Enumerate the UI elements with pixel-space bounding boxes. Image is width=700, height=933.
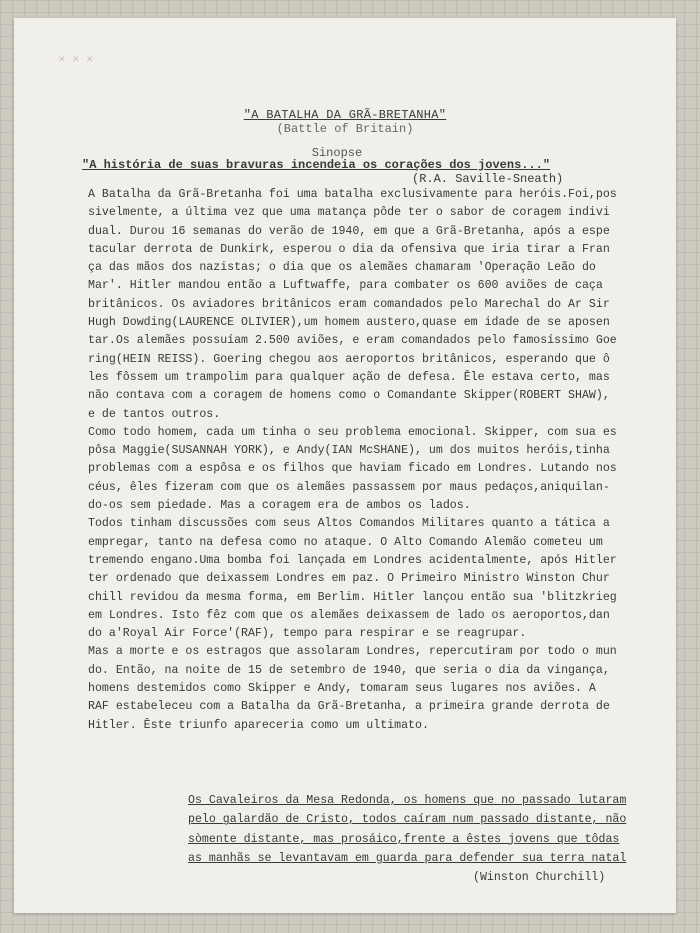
closing-line: as manhãs se levantavam em guarda para defender sua terra natal [188,851,627,865]
closing-quote [188,791,627,887]
body-line: ter ordenado que deixassem Londres em paz. O Primeiro Ministro Winston Chur [88,572,610,586]
body-line: do a'Royal Air Force'(RAF), tempo para respirar e se reagrupar. [88,627,527,641]
closing-line: sòmente distante, mas prosáico,frente a êstes jovens que tôdas [188,832,620,846]
body-line: tacular derrota de Dunkirk, esperou o dia da ofensiva que iria tirar a Fran [88,242,610,256]
body-line: tremendo engano.Uma bomba foi lançada em Londres acidentalmente, após Hitler [88,553,617,567]
document-subtitle: (Battle of Britain) [276,122,414,136]
body-line: Hugh Dowding(LAURENCE OLIVIER),um homem austero,quase em idade de se aposen [88,316,610,330]
epigraph-author: (R.A. Saville-Sneath) [412,172,564,186]
punch-marks: ✕ ✕ ✕ [58,54,94,64]
body-line: e de tantos outros. [88,407,221,421]
body-line: les fôssem um trampolim para qualquer ação de defesa. Êle estava certo, mas [88,370,610,384]
epigraph: "A história de suas bravuras incendeia os corações dos jovens..." [82,158,551,172]
body-line: tar.Os alemães possuíam 2.500 aviões, e eram comandados pelo famosíssimo Goe [88,334,617,348]
typed-document-page [14,18,676,913]
closing-line: Os Cavaleiros da Mesa Redonda, os homens que no passado lutaram [188,794,627,807]
body-line: Mas a morte e os estragos que assolaram Londres, repercutiram por todo o mun [88,645,617,659]
body-line: Todos tinham discussões com seus Altos Comandos Militares quanto a tática a [88,517,610,531]
closing-author: (Winston Churchill) [473,871,606,885]
body-line: britânicos. Os aviadores britânicos eram comandados pelo Marechal do Ar Sir [88,297,610,311]
body-line: RAF estabeleceu com a Batalha da Grã-Bretanha, a primeira grande derrota de [88,700,610,714]
body-line: homens destemidos como Skipper e Andy, tomaram seus lugares nos aviões. A [88,682,596,696]
synopsis-body [88,186,618,735]
body-line: empregar, tanto na defesa como no ataque. O Alto Comando Alemão cometeu um [88,535,603,549]
body-line: não contava com a coragem de homens como o Comandante Skipper(ROBERT SHAW), [88,389,610,403]
body-line: em Londres. Isto fêz com que os alemães deixassem de lado os aeroportos,dan [88,608,610,622]
body-line: do. Então, na noite de 15 de setembro de 1940, que seria o dia da vingança, [88,663,610,677]
body-line: ça das mãos dos nazistas; o dia que os alemães chamaram 'Operação Leão do [88,261,596,275]
closing-line: pelo galardão de Cristo, todos caíram num passado distante, não [188,813,627,827]
body-line: chill revidou da mesma forma, em Berlim. Hitler lançou então sua 'blitzkrieg [88,590,617,604]
body-line: céus, êles fizeram com que os alemães passassem por maus pedaços,aniquilan- [88,480,610,494]
document-title: "A BATALHA DA GRÃ-BRETANHA" [243,108,447,122]
body-line: problemas com a espôsa e os filhos que haviam ficado em Londres. Lutando nos [88,462,617,476]
body-line: Mar'. Hitler mandou então a Luftwaffe, para combater os 600 aviões de caça [88,279,603,293]
synopsis-label: Sinopse [311,146,363,160]
body-line: pôsa Maggie(SUSANNAH YORK), e Andy(IAN McSHANE), um dos muitos heróis,tinha [88,444,610,458]
body-line: ring(HEIN REISS). Goering chegou aos aeroportos britânicos, esperando que ô [88,352,610,366]
body-line: Hitler. Êste triunfo apareceria como um ultimato. [88,718,429,732]
body-line: Como todo homem, cada um tinha o seu problema emocional. Skipper, com sua es [88,425,617,439]
body-line: do-os sem piedade. Mas a coragem era de ambos os lados. [88,499,471,513]
body-line: dual. Durou 16 semanas do verão de 1940, em que a Grã-Bretanha, após a espe [88,224,610,238]
body-line: A Batalha da Grã-Bretanha foi uma batalha exclusivamente para heróis.Foi,pos [88,188,617,201]
body-line: sivelmente, a última vez que uma matança pôde ter o sabor de coragem indivi [88,206,610,220]
